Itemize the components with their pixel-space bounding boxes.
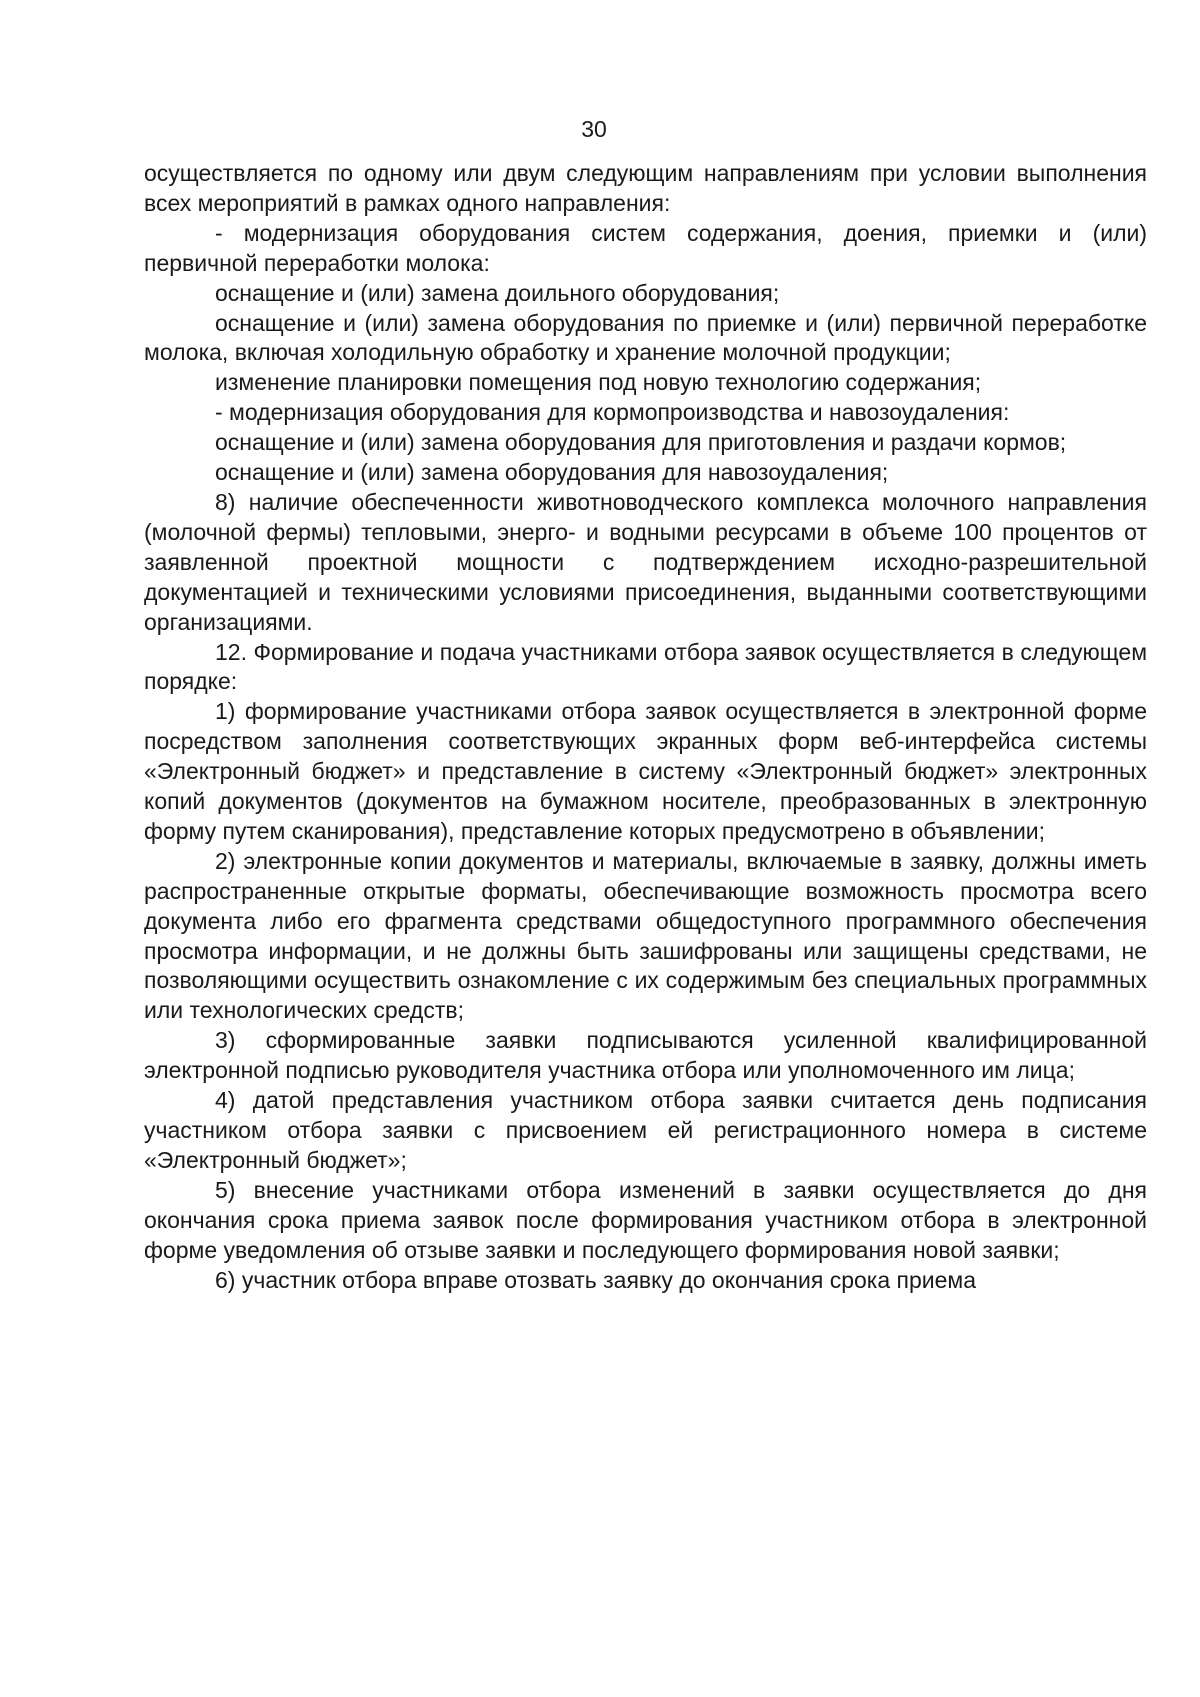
paragraph: оснащение и (или) замена оборудования для приготовления и раздачи кормов;: [215, 429, 1067, 456]
paragraph: 1) формирование участниками отбора заявок осуществляется в электронной форме посредством заполнения соответствующих экранных форм веб-интерфейса системы «Электронный бюджет» и представление в систему «Электронный бюджет» электронных копий документов (документов на бумажном носителе, преобразованных в электронную форму путем сканирования), представление которых предусмотрено в объявлении;: [144, 698, 1147, 844]
page-number: 30: [581, 116, 607, 142]
paragraph: 12. Формирование и подача участниками отбора заявок осуществляется в следующем порядке:: [144, 638, 1147, 695]
paragraph: 8) наличие обеспеченности животноводческого комплекса молочного направления (молочной фермы) тепловыми, энерго- и водными ресурсами в объеме 100 процентов от заявленной проектной мощности с подтверждением исходно-разрешительной документацией и техническими условиями присоединения, выданными соответствующими организациями.: [144, 488, 1147, 635]
paragraph: 5) внесение участниками отбора изменений в заявки осуществляется до дня окончания срока приема заявок после формирования участником отбора в электронной форме уведомления об отзыве заявки и последующего формирования новой заявки;: [144, 1176, 1147, 1263]
paragraph: - модернизация оборудования для кормопроизводства и навозоудаления:: [215, 399, 1010, 426]
paragraph: оснащение и (или) замена оборудования по приемке и (или) первичной переработке молока, включая холодильную обработку и хранение молочной продукции;: [144, 309, 1147, 366]
paragraph: 3) сформированные заявки подписываются усиленной квалифицированной электронной подписью руководителя участника отбора или уполномоченного им лица;: [144, 1027, 1147, 1084]
document-body: [144, 159, 1147, 1295]
paragraph: - модернизация оборудования систем содержания, доения, приемки и (или) первичной переработки молока:: [144, 219, 1147, 276]
paragraph: оснащение и (или) замена оборудования для навозоудаления;: [215, 459, 889, 486]
paragraph-continuation: осуществляется по одному или двум следующим направлениям при условии выполнения всех мероприятий в рамках одного направления:: [144, 160, 1147, 216]
paragraph: 2) электронные копии документов и материалы, включаемые в заявку, должны иметь распространенные открытые форматы, обеспечивающие возможность просмотра всего документа либо его фрагмента средствами общедоступного программного обеспечения просмотра информации, и не должны быть зашифрованы или защищены средствами, не позволяющими осуществить ознакомление с их содержимым без специальных программных или технологических средств;: [144, 847, 1147, 1024]
paragraph: 4) датой представления участником отбора заявки считается день подписания участником отбора заявки с присвоением ей регистрационного номера в системе «Электронный бюджет»;: [144, 1087, 1147, 1173]
paragraph: изменение планировки помещения под новую технологию содержания;: [215, 369, 982, 396]
paragraph: 6) участник отбора вправе отозвать заявку до окончания срока приема: [215, 1266, 977, 1293]
paragraph: оснащение и (или) замена доильного оборудования;: [215, 279, 780, 306]
